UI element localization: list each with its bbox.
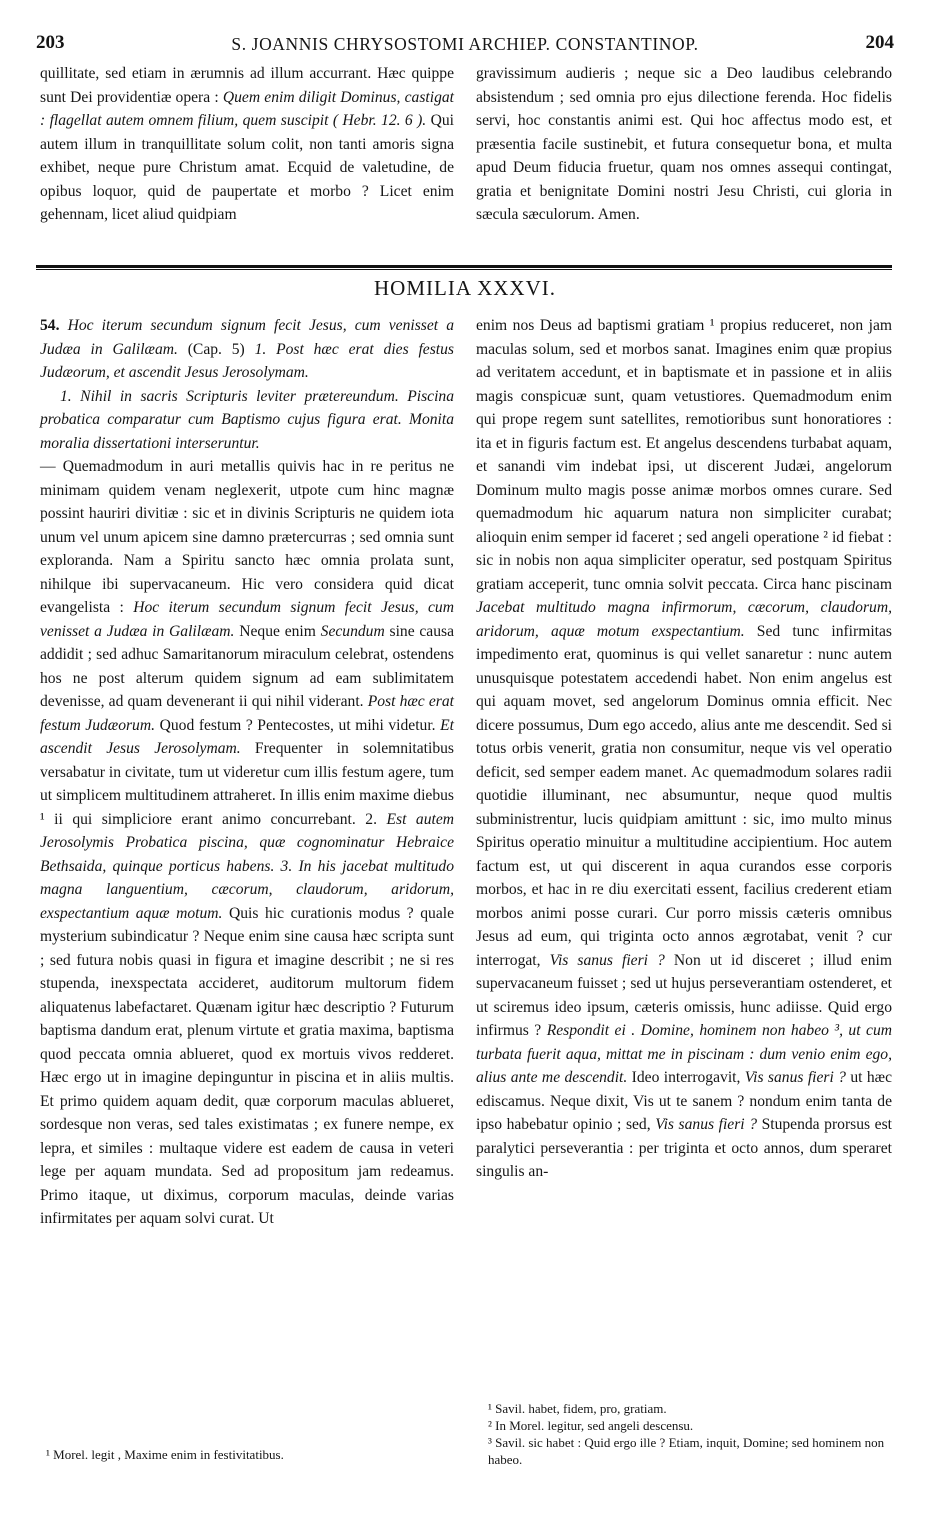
scripture-quote: Respondit ei . Domine, hominem non habeo ³, ut cum turbata fuerit aqua, mittat me in piscinam : dum venio enim ego, alius ante me descendit.: [476, 1022, 893, 1086]
scripture-quote: Hoc iterum secundum signum fecit Jesus, cum venisset a Judæa in Galilæam.: [40, 599, 454, 640]
section-rule-thin: [36, 269, 892, 270]
verse-text-b: 1. Post hæc erat dies festus Judæorum, et ascendit Jesus Jerosolymam.: [40, 340, 454, 381]
body-text: — Quemadmodum in auri metallis quivis hac in re peritus ne minimam quidem venam neglexerit, utpote cum hinc magnæ possint hauriri divitiæ : sic et in divinis Scripturis ne quidem iota unum vel unum apicem sine damno prætercurras ; sed omnia sunt exploranda. Nam a Spiritu sancto hæc omnia prolata sunt, nihilque ibi supervacaneum. Hic vero considera quid dicat evangelista :: [40, 458, 454, 616]
page-number-right: 204: [865, 32, 894, 53]
footnote-2: ² In Morel. legitur, sed angeli descensu.: [488, 1418, 694, 1433]
verse-number: 54.: [40, 317, 60, 334]
body-text: enim nos Deus ad baptismi gratiam ¹ propius reduceret, non jam maculas solum, sed et morbos sanat. Imagines enim quæ propius ad veritatem accedunt, et in baptismate et in passione et in aliis magis conspicuæ sunt, quam vetustiores. Quemadmodum enim qui prope regem sunt satellites, remotioribus sunt honoratiores : ita et in figuris factum est. Et angelus descendens turbabat aquam, et sanandi vim indebat ipsi, ut discerent Judæi, angelorum Dominum multo magis posse animæ morbos omnes curare. Sed quemadmodum hic aquarum natura non simpliciter curabat; alioquin enim semper id faceret ; sed angeli operatione ² id fiebat : sic in nobis non aqua simpliciter operatur, sed postquam Spiritus gratiam acceperit, tunc omnia solvit peccata. Circa hanc piscinam: [476, 317, 892, 593]
body-text: Non ut id disceret ; illud enim supervacaneum fuisset ; sed ut hujus perseverantiam ostenderet, et ut sciremus ideo ipsum, cæteris omissis, hunc adiisse. Quid ergo infirmus ?: [476, 951, 892, 1039]
body-text: sine causa addidit ; sed adhuc Samaritanorum miraculum celebrat, ostendens hos ne post alterum quidem signum ad eam sublimitatem devenisse, ad quam devenerant ii qui nihil viderant.: [40, 622, 455, 710]
running-header: [34, 32, 896, 56]
scripture-quote: Post hæc erat festum Judæorum.: [40, 693, 454, 734]
footnotes-right: [480, 1400, 890, 1468]
body-text: Quod festum ? Pentecostes, ut mihi videtur.: [155, 716, 441, 734]
body-text: Sed tunc infirmitas impedimento erat, quominus is qui vellet sanaretur : nunc autem unusquisque potestatem accedendi habet. Non enim angelus est qui aquam movet, sed angelorum Dominus omnia efficit. Nec dicere possumus, Dum ego accedo, alius ante me descendit. Sed si totus orbis venerit, gratia non consumitur, neque vis vel operatio deficit, sed semper eadem manet. Ac quemadmodum solares radii quotidie illuminant, nec absumuntur, neque quod multis subministrentur, lucis quidpiam amittunt : sic, imo multo minus Spiritus operatio minuitur a multitudine accipientium. Hoc autem factum est, ut qui discerent in aqua curandos esse corporis morbos, et hac in re diu exercitati essent, facilius crederent etiam morbos animi posse curari. Cur porro missis cæteris omnibus Jesus ad eum, qui triginta octo annos ægrotabat, venit ? cur interrogat,: [476, 622, 892, 969]
running-title: S. JOANNIS CHRYSOSTOMI ARCHIEP. CONSTANTINOP.: [231, 34, 699, 54]
top-right-column: [476, 62, 892, 227]
body-text: Frequenter in solemnitatibus versabatur in civitate, tum ut videretur cum illis festum agere, tum ut simplicem multitudinem attraheret. In illis enim maxime diebus ¹ ii qui simpliciore erant animo concurrebant. 2.: [40, 740, 454, 828]
verse-chapter: (Cap. 5): [177, 340, 255, 358]
body-text: Quis hic curationis modus ? quale mysterium subindicatur ? Neque enim sine causa hæc scripta sunt ; sed futura nobis quasi in figura et imagine describit ; ne si res stupenda, inexspectata accideret, auditorum multorum fidem aliquatenus labefactaret. Quænam igitur hæc descriptio ? Futurum baptisma dandum erat, plenum virtute et gratia maxima, baptisma quod peccata omnia ablueret, quod ex mortuis vivos redderet. Hæc ergo ut in imagine depinguntur in piscina et in aliis multis. Et primo quidem aquam dedit, quæ corporum maculas ablueret, sordesque non veras, sed tales existimatas ; ex funere nempe, ex lepra, et similes : multaque videre est eadem de causa in veteri lege per aquam mundata. Sed ad propositum jam redeamus. Primo itaque, ut diximus, corporum maculas, deinde varias infirmitates per aquam solvi curat. Ut: [40, 904, 454, 1227]
body-text: Neque enim: [234, 622, 321, 640]
argument-summary: [40, 385, 454, 456]
top-left-text-b: Qui autem illum in tranquillitate solum colit, non tanti amoris signa exhibet, neque pure Christum amat. Ecquid de valetudine, de opibus loquor, quid de paupertate et morbo ? Licet enim gehennam, licet aliud quidpiam: [40, 112, 454, 223]
left-column: [40, 314, 454, 1231]
section-rule: [36, 265, 892, 268]
scripture-quote: Vis sanus fieri ?: [744, 1069, 846, 1086]
body-text: Stupenda prorsus est paralytici perseverantia : per triginta et octo annos, dum speraret singulis an-: [476, 1116, 892, 1180]
scripture-quote: Secundum: [320, 622, 385, 640]
verse-text-a: Hoc iterum secundum signum fecit Jesus, cum venisset a Judæa in Galilæam.: [40, 317, 454, 358]
homily-title: HOMILIA XXXVI.: [374, 276, 556, 300]
scripture-quote: Est autem Jerosolymis Probatica piscina, quæ cognominatur Hebraice Bethsaida, quinque porticus habens. 3. In his jacebat multitudo magna languentium, cæcorum, claudorum, aridorum, exspectantium aquæ motum.: [40, 810, 455, 922]
footnote-3: ³ Savil. sic habet : Quid ergo ille ? Etiam, inquit, Domine; sed hominem non habeo.: [488, 1435, 885, 1467]
right-column: [476, 314, 892, 1184]
top-left-text-a: quillitate, sed etiam in ærumnis ad illum accurrant. Hæc quippe sunt Dei providentiæ opera :: [40, 65, 454, 106]
top-right-text: gravissimum audieris ; neque sic a Deo laudibus celebrando absistendum ; sed omnia pro ejus dilectione ferenda. Hoc fidelis servi, hoc constantis animi est. Qui hoc affectus modo est, et præsentia facile sustinebit, et futura consequetur bona, et multa apud Deum fiducia fruetur, quam nos omnes assequi contingat, gratia et benignitate Domini nostri Jesu Christi, cui gloria in sæcula sæculorum. Amen.: [476, 65, 892, 223]
scripture-quote: Vis sanus fieri ?: [549, 951, 665, 969]
top-left-column: [40, 62, 454, 227]
scripture-quote: Et ascendit Jesus Jerosolymam.: [40, 716, 455, 757]
left-body-paragraph: [40, 455, 454, 1231]
body-text: Ideo interrogavit,: [627, 1069, 745, 1086]
summary-text: 1. Nihil in sacris Scripturis leviter prætereundum. Piscina probatica comparatur cum Baptismo cujus figura erat. Monita moralia dissertationi interseruntur.: [40, 387, 454, 452]
page-number-left: 203: [36, 32, 65, 53]
scripture-quote: Jacebat multitudo magna infirmorum, cæcorum, claudorum, aridorum, aquæ motum exspectantium.: [476, 599, 892, 640]
right-body-paragraph: [476, 314, 892, 1184]
footnote-1: ¹ Savil. habet, fidem, pro, gratiam.: [488, 1401, 667, 1416]
scripture-quote: Vis sanus fieri ?: [655, 1116, 757, 1133]
body-text: ut hæc ediscamus. Neque dixit, Vis ut te sanem ? nondum enim tanta de ipso habebatur opinio ; sed,: [476, 1069, 892, 1133]
top-left-quote: Quem enim diligit Dominus, castigat : flagellat autem omnem filium, quem suscipit ( Hebr. 12. 6 ).: [40, 88, 454, 129]
footnote-left: ¹ Morel. legit , Maxime enim in festivitatibus.: [46, 1447, 284, 1462]
verse-heading: [40, 314, 454, 385]
